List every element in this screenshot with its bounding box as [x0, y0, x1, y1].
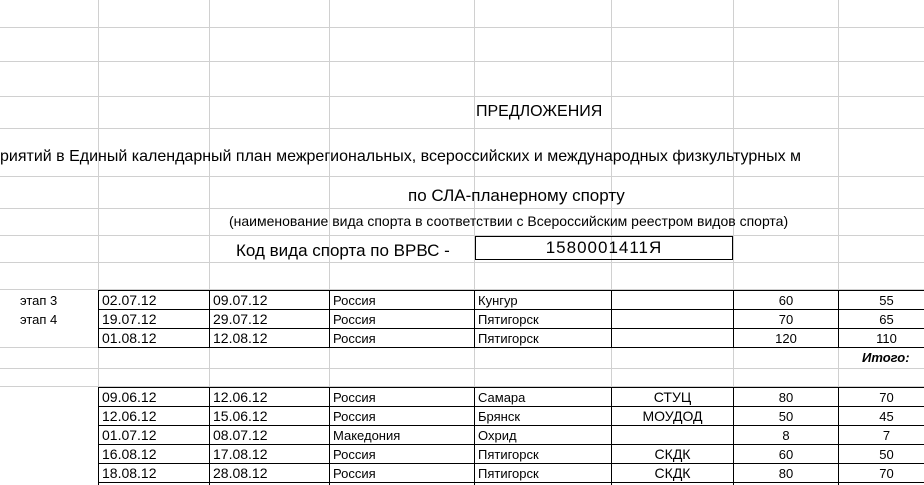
- cell-border: [98, 290, 99, 347]
- end-date-cell[interactable]: 29.07.12: [213, 311, 268, 327]
- city-cell[interactable]: Пятигорск: [478, 312, 539, 327]
- grid-row-line: [0, 61, 924, 62]
- start-date-cell[interactable]: 09.06.12: [102, 389, 157, 405]
- grid-row-line: [0, 176, 924, 177]
- country-cell[interactable]: Россия: [333, 390, 376, 405]
- athletes-cell[interactable]: 110: [876, 331, 897, 346]
- grid-row-line: [0, 368, 924, 369]
- city-cell[interactable]: Пятигорск: [478, 447, 539, 462]
- country-cell[interactable]: Россия: [333, 466, 376, 481]
- cell-border: [209, 387, 210, 485]
- city-cell[interactable]: Кунгур: [478, 293, 518, 308]
- start-date-cell[interactable]: 18.08.12: [102, 465, 157, 481]
- city-cell[interactable]: Самара: [478, 390, 526, 405]
- cell-border: [209, 290, 210, 347]
- cell-border: [329, 387, 330, 485]
- grid-row-line: [0, 235, 924, 236]
- end-date-cell[interactable]: 28.08.12: [213, 465, 268, 481]
- cell-border: [98, 290, 924, 291]
- cell-border: [98, 444, 924, 445]
- country-cell[interactable]: Россия: [333, 312, 376, 327]
- end-date-cell[interactable]: 17.08.12: [213, 446, 268, 462]
- cell-border: [98, 482, 924, 483]
- stage-cell[interactable]: этап 4: [20, 312, 58, 327]
- cell-border: [98, 347, 924, 348]
- page-subtitle: риятий в Единый календарный план межрегиональных, всероссийских и международных физкультурных м: [0, 148, 802, 165]
- start-date-cell[interactable]: 12.06.12: [102, 408, 157, 424]
- sport-name: по СЛА-планерному спорту: [408, 186, 625, 205]
- grid-row-line: [0, 128, 924, 129]
- country-cell[interactable]: Россия: [333, 331, 376, 346]
- city-cell[interactable]: Пятигорск: [478, 466, 539, 481]
- athletes-cell[interactable]: 45: [879, 409, 894, 424]
- athletes-cell[interactable]: 55: [879, 293, 894, 308]
- total-label: Итого:: [862, 350, 910, 365]
- organizer-cell[interactable]: МОУДОД: [642, 408, 703, 424]
- country-cell[interactable]: Россия: [333, 409, 376, 424]
- grid-row-line: [0, 27, 924, 28]
- end-date-cell[interactable]: 12.06.12: [213, 389, 268, 405]
- stage-cell[interactable]: этап 3: [20, 293, 58, 308]
- organizer-cell[interactable]: СКДК: [654, 465, 691, 481]
- organizer-cell[interactable]: СКДК: [654, 446, 691, 462]
- page-title: ПРЕДЛОЖЕНИЯ: [476, 103, 603, 120]
- end-date-cell[interactable]: 15.06.12: [213, 408, 268, 424]
- country-cell[interactable]: Македония: [333, 428, 401, 443]
- cell-border: [98, 406, 924, 407]
- city-cell[interactable]: Брянск: [478, 409, 521, 424]
- participants-cell[interactable]: 50: [778, 409, 794, 424]
- cell-border: [98, 309, 924, 310]
- participants-cell[interactable]: 80: [778, 466, 794, 481]
- end-date-cell[interactable]: 12.08.12: [213, 330, 268, 346]
- start-date-cell[interactable]: 16.08.12: [102, 446, 157, 462]
- cell-border: [474, 387, 475, 485]
- end-date-cell[interactable]: 09.07.12: [213, 292, 268, 308]
- sport-code-value: 1580001411Я: [545, 238, 663, 257]
- cell-border: [98, 463, 924, 464]
- start-date-cell[interactable]: 01.08.12: [102, 330, 157, 346]
- start-date-cell[interactable]: 19.07.12: [102, 311, 157, 327]
- city-cell[interactable]: Охрид: [478, 428, 517, 443]
- grid-row-line: [0, 262, 924, 263]
- cell-border: [98, 387, 924, 388]
- country-cell[interactable]: Россия: [333, 293, 376, 308]
- cell-border: [329, 290, 330, 347]
- grid-row-line: [0, 208, 924, 209]
- sport-name-note: (наименование вида спорта в соответствии с Всероссийским реестром видов спорта): [229, 213, 789, 229]
- sport-code-field[interactable]: [475, 236, 733, 260]
- athletes-cell[interactable]: 7: [882, 428, 891, 443]
- city-cell[interactable]: Пятигорск: [478, 331, 539, 346]
- country-cell[interactable]: Россия: [333, 447, 376, 462]
- athletes-cell[interactable]: 70: [879, 466, 894, 481]
- participants-cell[interactable]: 60: [778, 447, 794, 462]
- participants-cell[interactable]: 80: [778, 390, 794, 405]
- start-date-cell[interactable]: 02.07.12: [102, 292, 157, 308]
- cell-border: [98, 387, 99, 485]
- cell-border: [98, 328, 924, 329]
- cell-border: [474, 290, 475, 347]
- athletes-cell[interactable]: 50: [879, 447, 894, 462]
- athletes-cell[interactable]: 65: [879, 312, 894, 327]
- cell-border: [98, 425, 924, 426]
- sport-code-label: Код вида спорта по ВРВС -: [236, 241, 450, 260]
- participants-cell[interactable]: 70: [778, 312, 794, 327]
- organizer-cell[interactable]: СТУЦ: [653, 389, 692, 405]
- cell-border: [611, 290, 612, 347]
- athletes-cell[interactable]: 70: [879, 390, 894, 405]
- grid-row-line: [0, 96, 924, 97]
- participants-cell[interactable]: 60: [778, 293, 794, 308]
- participants-cell[interactable]: 120: [775, 331, 797, 346]
- participants-cell[interactable]: 8: [782, 428, 790, 443]
- end-date-cell[interactable]: 08.07.12: [213, 427, 268, 443]
- start-date-cell[interactable]: 01.07.12: [102, 427, 157, 443]
